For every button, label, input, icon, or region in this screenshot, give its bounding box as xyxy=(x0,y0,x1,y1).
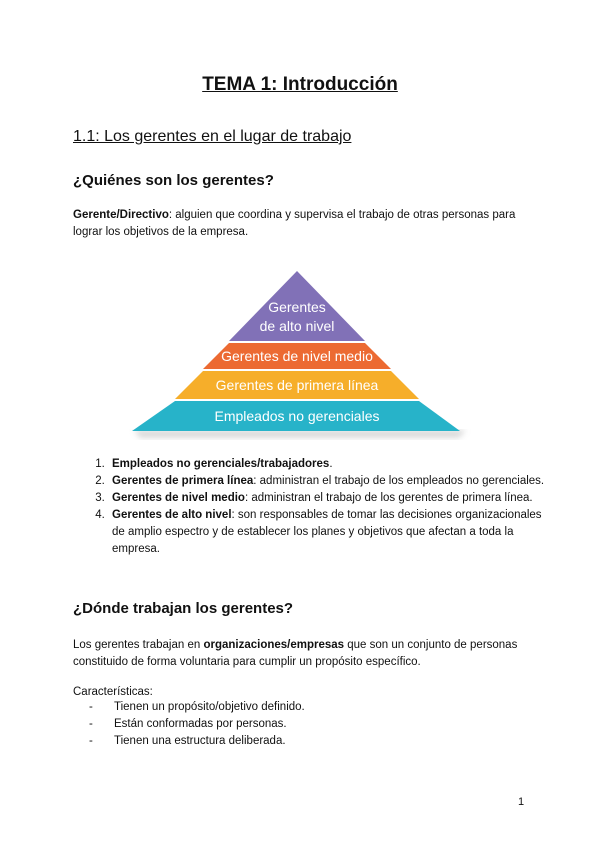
dash-bullet: - xyxy=(89,735,93,747)
list-item xyxy=(89,733,305,750)
list-item-text: . xyxy=(329,458,333,470)
dash-bullet: - xyxy=(89,718,93,730)
organizations-term: organizaciones/empresas xyxy=(203,639,345,651)
definition-text: : alguien que coordina y supervisa el trabajo de otras personas para lograr los objetivos de la empresa. xyxy=(73,209,516,238)
characteristic-text: Tienen un propósito/objetivo definido. xyxy=(114,701,305,713)
management-pyramid xyxy=(126,268,476,443)
pyramid-first-line-label: Gerentes de primera línea xyxy=(215,377,379,393)
characteristics-label: Características: xyxy=(73,686,153,698)
list-item-text: : administran el trabajo de los gerentes de primera línea. xyxy=(244,492,533,504)
characteristic-text: Tienen una estructura deliberada. xyxy=(114,735,286,747)
page-number: 1 xyxy=(518,796,525,808)
pyramid-middle-label: Gerentes de nivel medio xyxy=(221,348,373,364)
organizations-text-after: que son un conjunto de personas constituido de forma voluntaria para cumplir un propósito específico. xyxy=(73,639,518,668)
question-heading-who: ¿Quiénes son los gerentes? xyxy=(73,172,274,189)
list-item-term: Empleados no gerenciales/trabajadores xyxy=(112,458,330,470)
characteristics-list xyxy=(89,699,305,750)
list-item xyxy=(108,507,548,558)
definition-paragraph xyxy=(73,207,523,241)
hierarchy-list xyxy=(88,456,548,558)
list-item-term: Gerentes de nivel medio xyxy=(112,492,245,504)
section-heading: 1.1: Los gerentes en el lugar de trabajo xyxy=(73,128,352,145)
list-item-text: : administran el trabajo de los empleados no gerenciales. xyxy=(253,475,545,487)
list-item xyxy=(108,490,548,507)
list-item xyxy=(108,456,548,473)
list-item xyxy=(89,716,305,733)
list-item xyxy=(89,699,305,716)
list-item xyxy=(108,473,548,490)
definition-term: Gerente/Directivo xyxy=(73,209,169,221)
organizations-paragraph xyxy=(73,637,523,671)
list-item-text: : son responsables de tomar las decisiones organizacionales de amplio espectro y de establecer los planes y objetivos que afectan a toda la empresa. xyxy=(112,509,542,555)
question-heading-where: ¿Dónde trabajan los gerentes? xyxy=(73,600,294,617)
pyramid-top-line1: Gerentes xyxy=(268,299,326,315)
characteristic-text: Están conformadas por personas. xyxy=(114,718,287,730)
list-item-term: Gerentes de primera línea xyxy=(112,475,254,487)
pyramid-employees-label: Empleados no gerenciales xyxy=(214,408,380,424)
dash-bullet: - xyxy=(89,701,93,713)
organizations-text-before: Los gerentes trabajan en xyxy=(73,639,204,651)
list-item-term: Gerentes de alto nivel xyxy=(112,509,232,521)
document-title: TEMA 1: Introducción xyxy=(202,74,398,95)
pyramid-top-line2: de alto nivel xyxy=(259,318,335,334)
pyramid-shadow xyxy=(134,430,466,438)
